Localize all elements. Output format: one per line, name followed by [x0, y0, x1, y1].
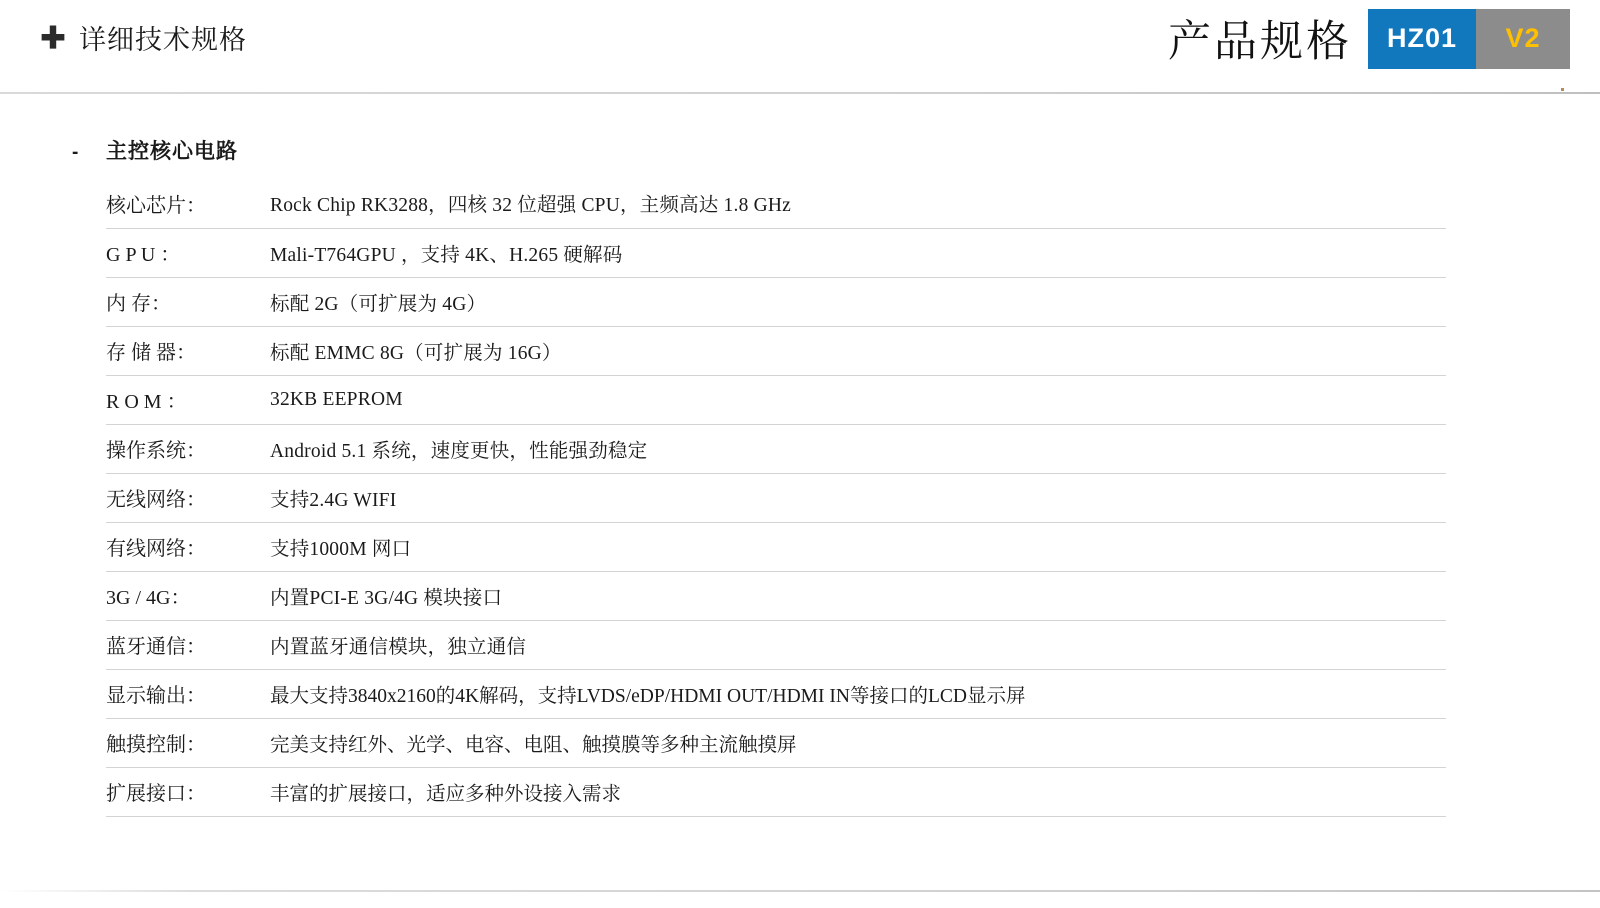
spec-label: G P U ： [106, 228, 256, 277]
spec-row [106, 179, 1446, 228]
spec-label: 核心芯片： [106, 179, 256, 228]
header-accent-dot [1561, 88, 1564, 91]
spec-label: 蓝牙通信： [106, 620, 256, 669]
spec-value: 支持1000M 网口 [256, 522, 1446, 571]
spec-label: 触摸控制： [106, 718, 256, 767]
spec-label: R O M ： [106, 375, 256, 424]
spec-row [106, 424, 1446, 473]
spec-table [106, 179, 1446, 817]
spec-row [106, 228, 1446, 277]
spec-value: 最大支持3840x2160的4K解码，支持LVDS/eDP/HDMI OUT/HDMI IN等接口的LCD显示屏 [256, 669, 1446, 718]
spec-value: Rock Chip RK3288，四核 32 位超强 CPU，主频高达 1.8 GHz [256, 179, 1446, 228]
spec-value: 内置PCI-E 3G/4G 模块接口 [256, 571, 1446, 620]
spec-label: 内 存： [106, 277, 256, 326]
spec-value: 标配 EMMC 8G（可扩展为 16G） [256, 326, 1446, 375]
footer-divider [0, 890, 1600, 892]
page-title: 详细技术规格 [79, 25, 248, 55]
spec-value: 完美支持红外、光学、电容、电阻、触摸膜等多种主流触摸屏 [256, 718, 1446, 767]
spec-row [106, 620, 1446, 669]
spec-row [106, 522, 1446, 571]
header-divider [0, 92, 1600, 94]
spec-label: 扩展接口： [106, 767, 256, 816]
version-badge: V2 [1476, 9, 1570, 69]
spec-label: 存 储 器： [106, 326, 256, 375]
page-header [0, 0, 1600, 92]
spec-value: Android 5.1 系统，速度更快，性能强劲稳定 [256, 424, 1446, 473]
spec-row [106, 767, 1446, 816]
spec-label: 3G / 4G： [106, 571, 256, 620]
spec-value: Mali-T764GPU ，支持 4K、H.265 硬解码 [256, 228, 1446, 277]
spec-row [106, 326, 1446, 375]
spec-label: 有线网络： [106, 522, 256, 571]
spec-value: 内置蓝牙通信模块，独立通信 [256, 620, 1446, 669]
spec-label: 操作系统： [106, 424, 256, 473]
spec-value: 32KB EEPROM [256, 375, 1446, 424]
spec-label: 无线网络： [106, 473, 256, 522]
spec-value: 丰富的扩展接口，适应多种外设接入需求 [256, 767, 1446, 816]
spec-row [106, 669, 1446, 718]
header-title-group [40, 18, 247, 57]
spec-row [106, 718, 1446, 767]
spec-row [106, 571, 1446, 620]
spec-row [106, 473, 1446, 522]
spec-label: 显示输出： [106, 669, 256, 718]
section-heading [72, 135, 1600, 165]
plus-icon: ✚ [40, 22, 67, 53]
spec-value: 标配 2G（可扩展为 4G） [256, 277, 1446, 326]
spec-value: 支持2.4G WIFI [256, 473, 1446, 522]
brand-title: 产品规格 [1168, 19, 1352, 66]
model-badge: HZ01 [1368, 9, 1476, 69]
bullet-dash-icon: - [72, 142, 79, 163]
header-brand-group [1168, 8, 1570, 69]
spec-row [106, 375, 1446, 424]
section-title: 主控核心电路 [106, 139, 238, 163]
spec-row [106, 277, 1446, 326]
spec-section [0, 135, 1600, 817]
